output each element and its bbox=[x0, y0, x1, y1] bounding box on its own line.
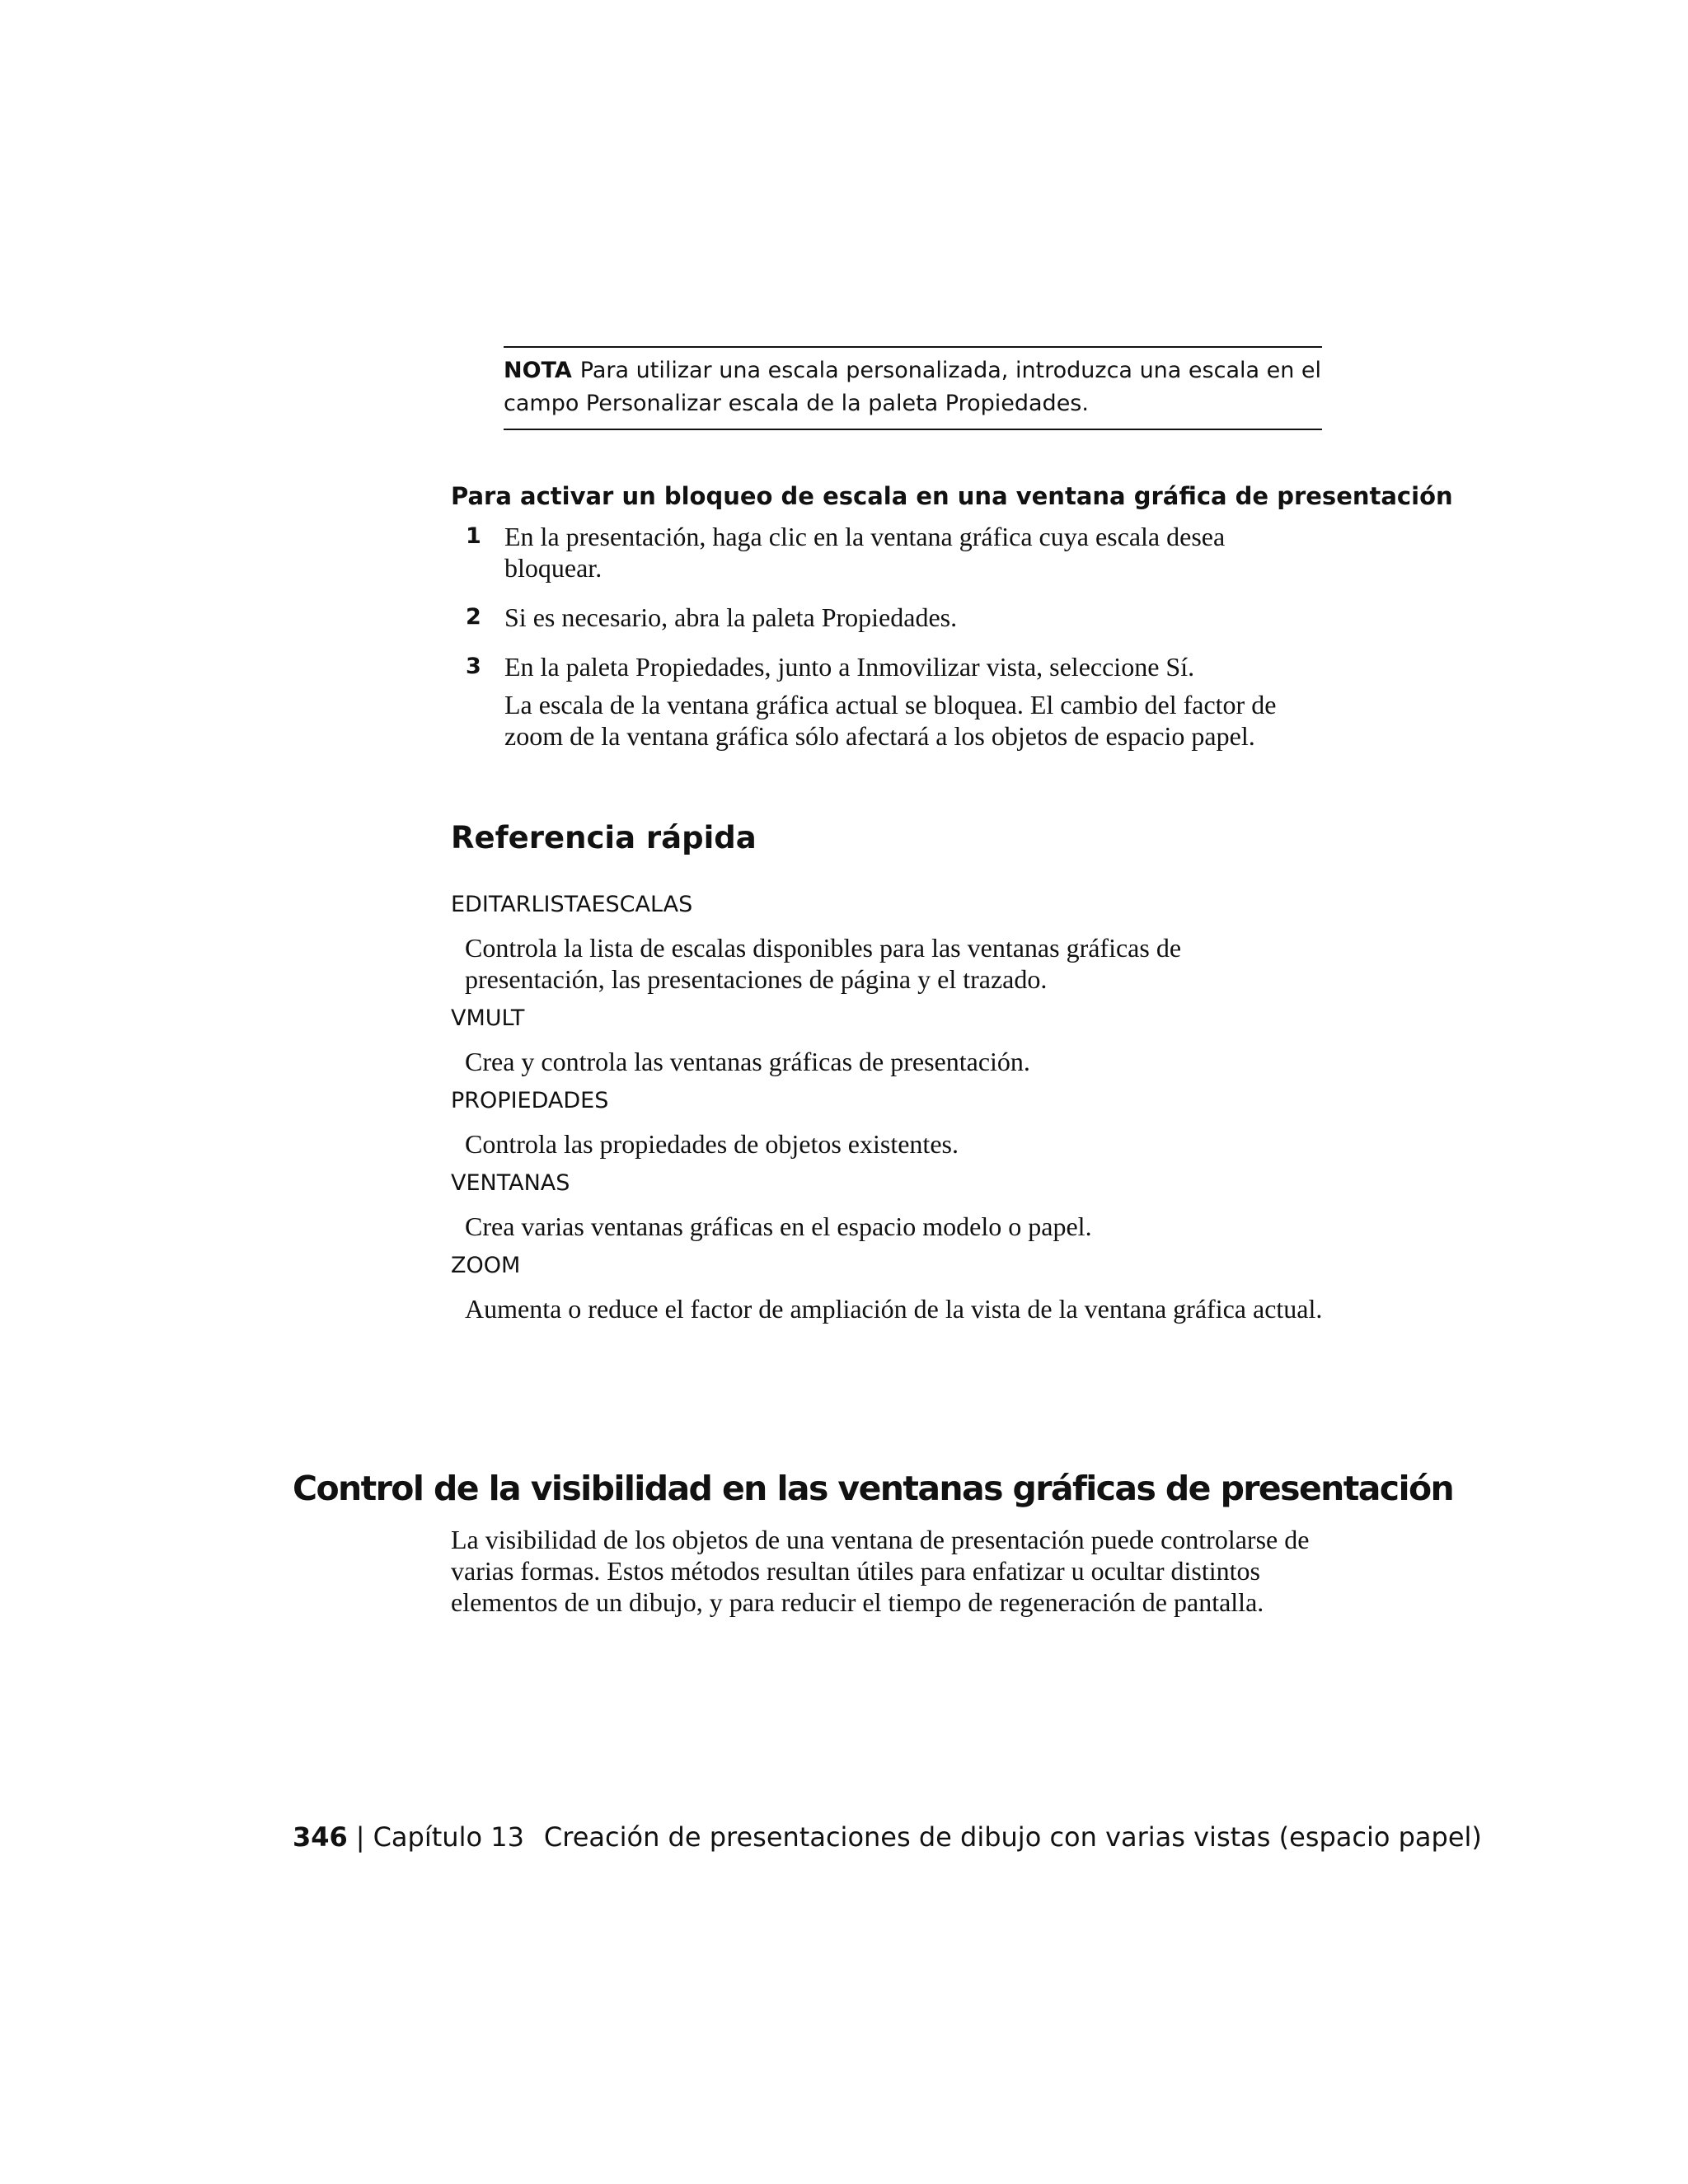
command-name: VMULT bbox=[451, 1005, 525, 1031]
note-text: Para utilizar una escala personalizada, introduzca una escala en el campo Personalizar escala de la paleta Propiedades. bbox=[504, 358, 1322, 416]
command-name: EDITARLISTAESCALAS bbox=[451, 892, 693, 917]
procedure-step bbox=[451, 521, 1325, 583]
section-heading: Control de la visibilidad en las ventanas gráficas de presentación bbox=[293, 1469, 1454, 1508]
step-text: En la presentación, haga clic en la ventana gráfica cuya escala desea bloquear. bbox=[504, 522, 1226, 583]
step-text: En la paleta Propiedades, junto a Inmovilizar vista, seleccione Sí. bbox=[504, 652, 1195, 682]
command-name: PROPIEDADES bbox=[451, 1088, 609, 1113]
step-number: 3 bbox=[466, 654, 481, 679]
procedure-step bbox=[451, 651, 1325, 752]
command-description: Crea varias ventanas gráficas en el espacio modelo o papel. bbox=[465, 1212, 1092, 1241]
command-description: Aumenta o reduce el factor de ampliación de la vista de la ventana gráfica actual. bbox=[465, 1294, 1323, 1324]
procedure-steps bbox=[451, 521, 1325, 770]
command-name: VENTANAS bbox=[451, 1170, 570, 1196]
note-box bbox=[504, 346, 1322, 430]
note-label: NOTA bbox=[504, 358, 572, 383]
page-number: 346 bbox=[293, 1821, 348, 1853]
command-description: Controla las propiedades de objetos existentes. bbox=[465, 1129, 959, 1159]
quick-reference-list bbox=[451, 888, 1325, 1332]
step-text: Si es necesario, abra la paleta Propiedades. bbox=[504, 602, 958, 632]
quick-reference-heading: Referencia rápida bbox=[451, 820, 757, 855]
chapter-label: Capítulo 13 bbox=[373, 1821, 524, 1853]
step-number: 1 bbox=[466, 523, 481, 549]
procedure-heading: Para activar un bloqueo de escala en una ventana gráfica de presentación bbox=[451, 482, 1453, 510]
section-body: La visibilidad de los objetos de una ventana de presentación puede controlarse de varias formas. Estos métodos resultan útiles para enfatizar u ocultar distintos elementos de un dibujo, y para reducir el tiempo de regeneración de pantalla. bbox=[451, 1525, 1310, 1617]
command-description: Controla la lista de escalas disponibles para las ventanas gráficas de presentación, las presentaciones de página y el trazado. bbox=[465, 933, 1182, 994]
chapter-title: Creación de presentaciones de dibujo con varias vistas (espacio papel) bbox=[543, 1821, 1482, 1853]
procedure-step bbox=[451, 602, 1325, 633]
command-description: Crea y controla las ventanas gráficas de presentación. bbox=[465, 1047, 1030, 1076]
footer-separator: | bbox=[355, 1821, 365, 1853]
step-result: La escala de la ventana gráfica actual se bloquea. El cambio del factor de zoom de la ventana gráfica sólo afectará a los objetos de espacio papel. bbox=[504, 690, 1277, 751]
step-number: 2 bbox=[466, 604, 481, 630]
page-footer bbox=[293, 1819, 1482, 1855]
command-name: ZOOM bbox=[451, 1253, 521, 1278]
